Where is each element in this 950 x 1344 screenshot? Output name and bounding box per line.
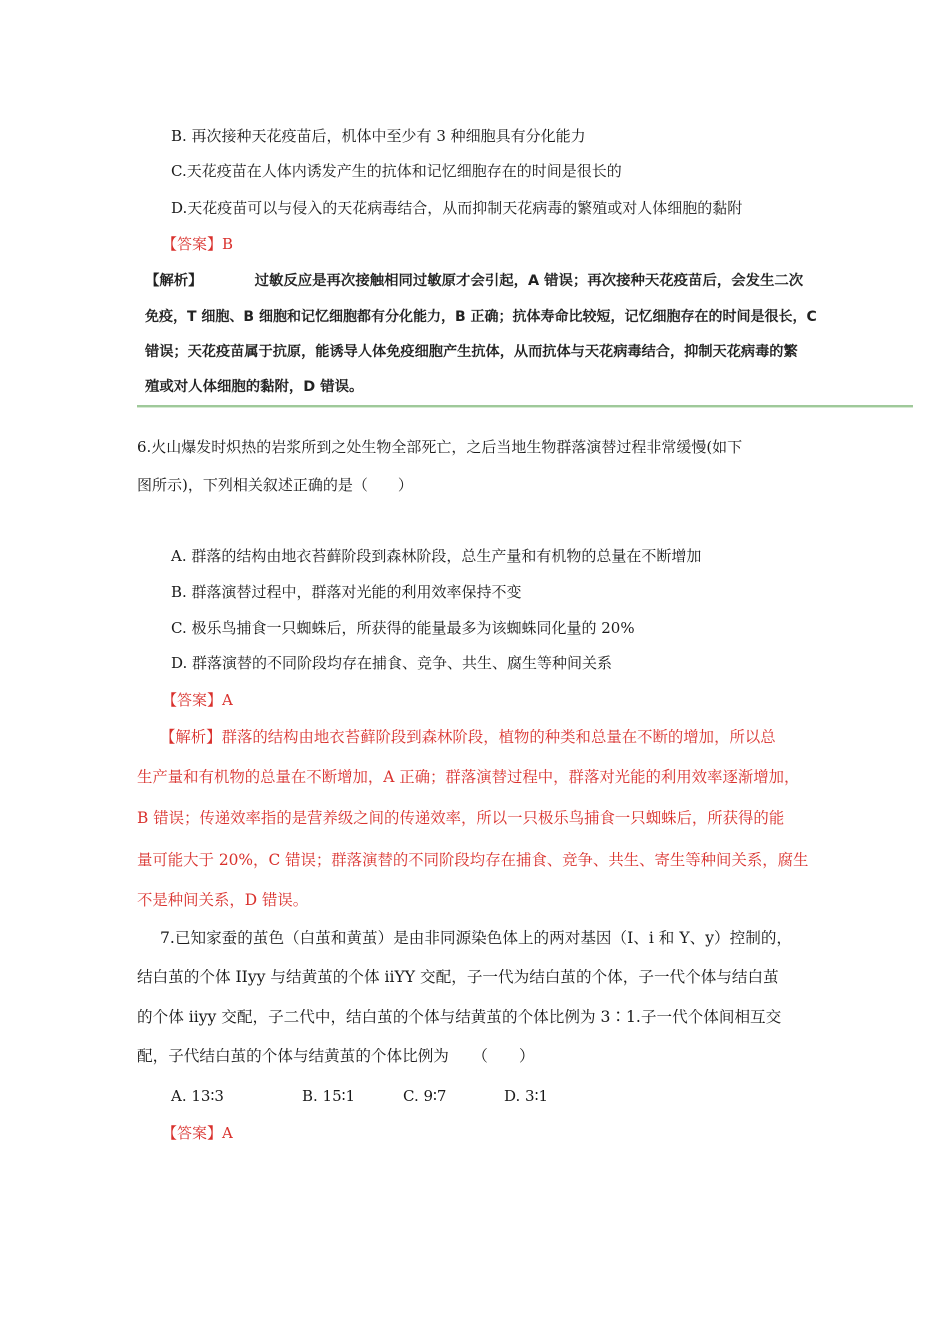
q7-option-c: C. 9∶7 xyxy=(403,1087,447,1105)
q7-stem-line-2: 结白茧的个体 IIyy 与结黄茧的个体 iiYY 交配，子一代为结白茧的个体，子一代个体与结白茧 xyxy=(137,968,779,986)
q5-analysis-label: 【解析】 xyxy=(145,273,203,289)
q6-option-d: D. 群落演替的不同阶段均存在捕食、竞争、共生、腐生等种间关系 xyxy=(171,654,613,672)
q7-options-row xyxy=(171,1086,548,1106)
q5-analysis-line-3: 错误；天花疫苗属于抗原，能诱导人体免疫细胞产生抗体，从而抗体与天花病毒结合，抑制天花病毒的繁 xyxy=(145,344,798,360)
q5-option-b: B. 再次接种天花疫苗后，机体中至少有 3 种细胞具有分化能力 xyxy=(171,127,586,145)
q6-stem-line-2: 图所示)，下列相关叙述正确的是（ ） xyxy=(137,476,413,494)
q5-analysis-line-4: 殖或对人体细胞的黏附，D 错误。 xyxy=(145,379,364,395)
q6-option-b: B. 群落演替过程中，群落对光能的利用效率保持不变 xyxy=(171,583,522,601)
q5-analysis-box xyxy=(137,264,913,407)
q5-answer: 【答案】B xyxy=(162,235,234,253)
q6-option-c: C. 极乐鸟捕食一只蜘蛛后，所获得的能量最多为该蜘蛛同化量的 20% xyxy=(171,619,635,637)
q7-option-d: D. 3∶1 xyxy=(504,1087,549,1105)
q6-stem-line-1: 6.火山爆发时炽热的岩浆所到之处生物全部死亡，之后当地生物群落演替过程非常缓慢(如下 xyxy=(137,438,743,456)
q7-option-a: A. 13∶3 xyxy=(171,1087,224,1105)
q5-analysis-text-1: 过敏反应是再次接触相同过敏原才会引起，A 错误；再次接种天花疫苗后，会发生二次 xyxy=(254,273,804,289)
q5-analysis-line-1 xyxy=(145,271,803,291)
q5-option-c: C.天花疫苗在人体内诱发产生的抗体和记忆细胞存在的时间是很长的 xyxy=(171,162,622,180)
q7-option-b: B. 15∶1 xyxy=(302,1087,356,1105)
q6-answer: 【答案】A xyxy=(162,691,233,709)
q6-analysis-line-5: 不是种间关系，D 错误。 xyxy=(137,891,309,909)
q6-analysis-line-2: 生产量和有机物的总量在不断增加，A 正确；群落演替过程中，群落对光能的利用效率逐渐增加， xyxy=(137,768,800,786)
q6-analysis-line-4: 量可能大于 20%，C 错误；群落演替的不同阶段均存在捕食、竞争、共生、寄生等种间关系，腐生 xyxy=(137,851,809,869)
q5-analysis-line-2: 免疫，T 细胞、B 细胞和记忆细胞都有分化能力，B 正确；抗体寿命比较短，记忆细胞存在的时间是很长，C xyxy=(145,309,817,325)
q6-analysis-line-1: 【解析】群落的结构由地衣苔藓阶段到森林阶段，植物的种类和总量在不断的增加，所以总 xyxy=(160,728,776,746)
q7-stem-line-3: 的个体 iiyy 交配，子二代中，结白茧的个体与结黄茧的个体比例为 3∶1.子一代个体间相互交 xyxy=(137,1008,782,1026)
q6-option-a: A. 群落的结构由地衣苔藓阶段到森林阶段，总生产量和有机物的总量在不断增加 xyxy=(171,547,702,565)
q7-stem-line-4: 配，子代结白茧的个体与结黄茧的个体比例为 （ ） xyxy=(137,1047,535,1065)
q6-analysis-line-3: B 错误；传递效率指的是营养级之间的传递效率，所以一只极乐鸟捕食一只蜘蛛后，所获得的能 xyxy=(137,809,785,827)
q5-option-d: D.天花疫苗可以与侵入的天花病毒结合，从而抑制天花病毒的繁殖或对人体细胞的黏附 xyxy=(171,199,743,217)
q7-answer: 【答案】A xyxy=(162,1124,233,1142)
q7-stem-line-1: 7.已知家蚕的茧色（白茧和黄茧）是由非同源染色体上的两对基因（I、i 和 Y、y）控制的， xyxy=(160,929,793,947)
